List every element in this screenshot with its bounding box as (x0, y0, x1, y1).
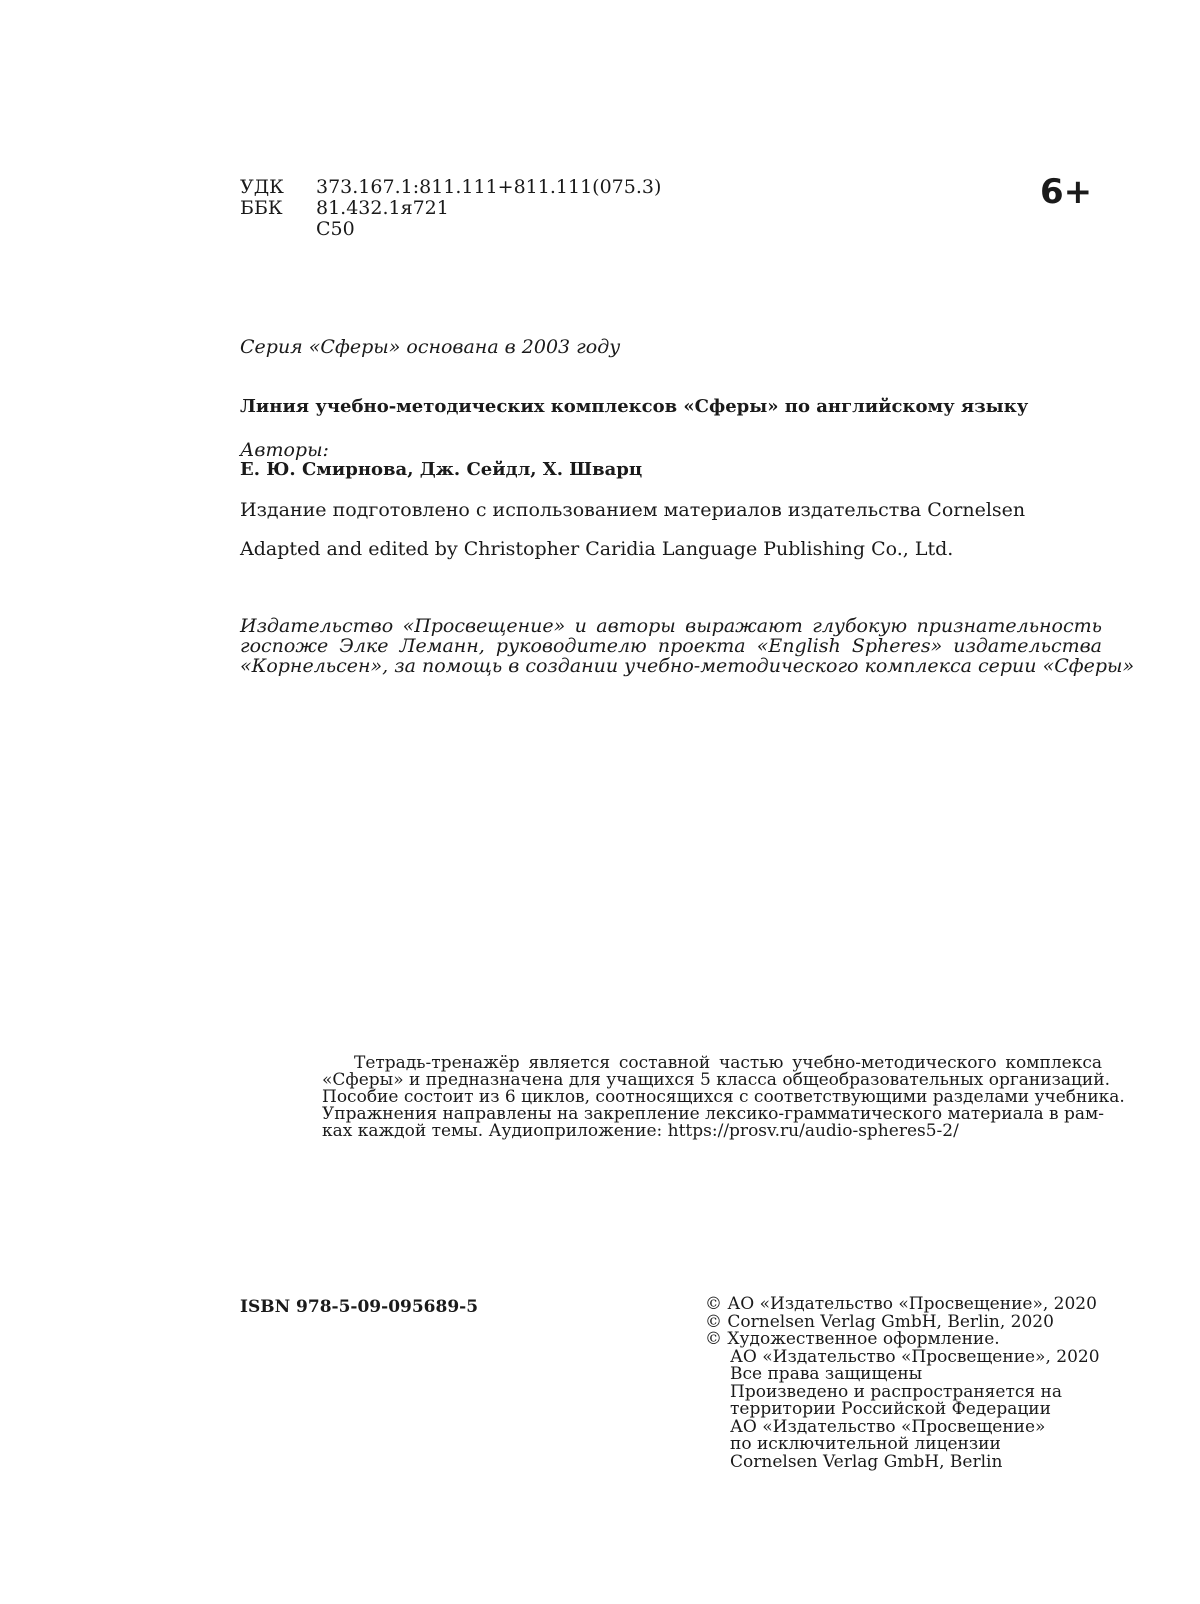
acknowledgement-line: «Корнельсен», за помощь в создании учебно-методического комплекса серии «Сферы» (240, 655, 1135, 677)
udk-row (240, 177, 661, 198)
bbk-value: 81.432.1я721 (316, 197, 449, 219)
udk-value: 373.167.1:811.111+811.111(075.3) (316, 176, 662, 198)
authors-label: Авторы: (240, 439, 329, 461)
prepared-note: Издание подготовлено с использованием материалов издательства Cornelsen (240, 499, 1026, 521)
adapted-note: Adapted and edited by Christopher Caridia Language Publishing Co., Ltd. (240, 538, 954, 560)
copyright-line: © Cornelsen Verlag GmbH, Berlin, 2020 (705, 1311, 1054, 1332)
copyright-notice (705, 1296, 1100, 1471)
annotation-line: «Сферы» и предназначена для учащихся 5 класса общеобразовательных организаций. (322, 1070, 1110, 1090)
copyright-line: территории Российской Федерации (730, 1399, 1051, 1419)
bbk-row (240, 198, 661, 219)
copyright-line: © Художественное оформление. (705, 1329, 1000, 1349)
age-rating: 6+ (1040, 172, 1093, 212)
author-mark: С50 (316, 218, 355, 240)
annotation-line: Упражнения направлены на закрепление лексико-грамматического материала в рам- (322, 1104, 1104, 1124)
udk-label: УДК (240, 176, 284, 198)
copyright-line: Все права защищены (730, 1364, 923, 1384)
annotation-line: Пособие состоит из 6 циклов, соотносящихся с соответствующими разделами учебника. (322, 1087, 1125, 1107)
copyright-line: по исключительной лицензии (730, 1434, 1001, 1454)
acknowledgement-line: Издательство «Просвещение» и авторы выражают глубокую признательность (240, 615, 1102, 637)
isbn: ISBN 978-5-09-095689-5 (240, 1297, 479, 1317)
annotation (322, 1053, 1125, 1141)
authors: Е. Ю. Смирнова, Дж. Сейдл, Х. Шварц (240, 459, 643, 480)
author-mark-row (240, 219, 661, 240)
classification-codes (240, 177, 661, 240)
bbk-label: ББК (240, 197, 283, 219)
copyright-line: Cornelsen Verlag GmbH, Berlin (730, 1451, 1003, 1472)
line-title: Линия учебно-методических комплексов «Сферы» по английскому языку (240, 396, 1029, 417)
series-note: Серия «Сферы» основана в 2003 году (240, 336, 621, 358)
copyright-line: © АО «Издательство «Просвещение», 2020 (705, 1294, 1097, 1314)
annotation-line: ках каждой темы. Аудиоприложение: https://prosv.ru/audio-spheres5-2/ (322, 1121, 959, 1141)
copyright-line: Произведено и распространяется на (730, 1381, 1062, 1402)
annotation-line: Тетрадь-тренажёр является составной частью учебно-методического комплекса (354, 1053, 1102, 1073)
copyright-line: АО «Издательство «Просвещение» (730, 1416, 1046, 1437)
acknowledgement (240, 615, 1135, 677)
acknowledgement-line: госпоже Элке Леманн, руководителю проекта «English Spheres» издательства (240, 635, 1102, 657)
copyright-line: АО «Издательство «Просвещение», 2020 (730, 1346, 1100, 1367)
